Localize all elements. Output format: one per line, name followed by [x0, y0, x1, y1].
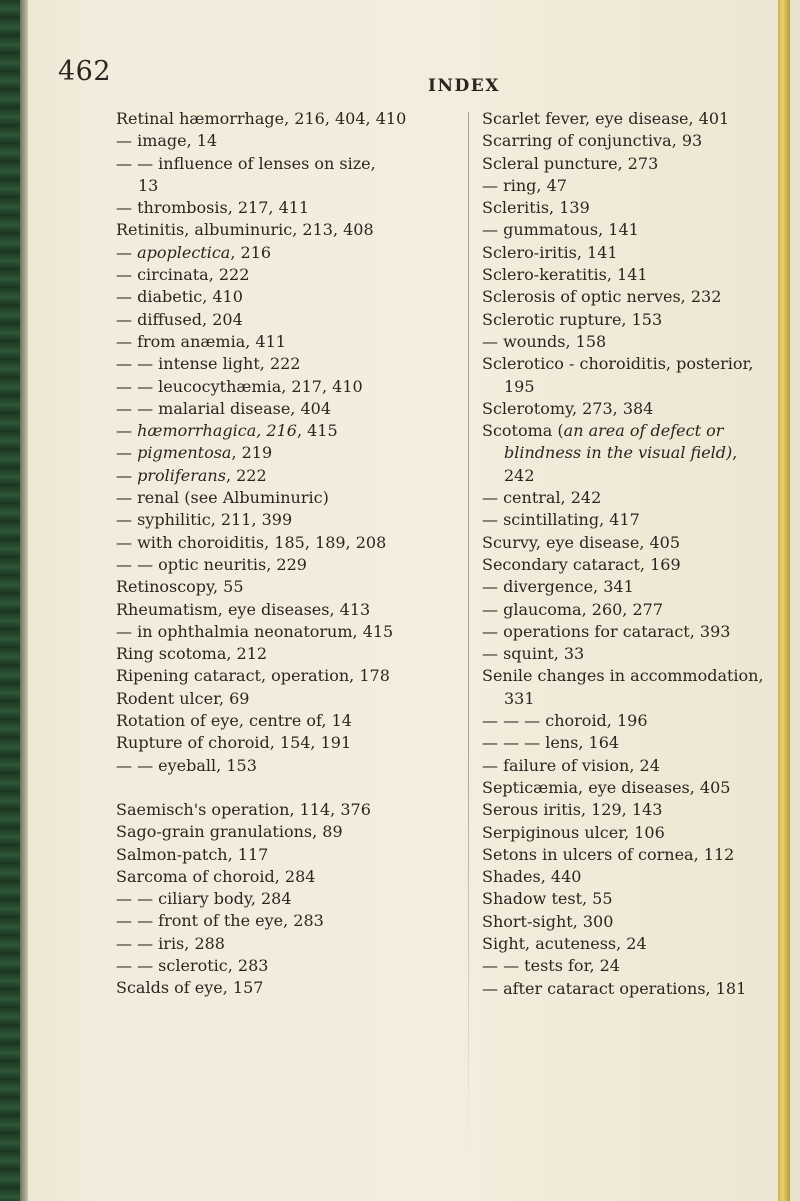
index-entry: Sclero-iritis, 141 — [482, 242, 618, 262]
index-entry: — ring, 47 — [482, 175, 567, 195]
index-entry: — divergence, 341 — [482, 577, 634, 597]
index-entry: Senile changes in accommodation, — [482, 666, 764, 686]
index-entry: — — influence of lenses on size, — [116, 153, 376, 173]
index-entry: — — front of the eye, 283 — [116, 911, 324, 931]
index-entry: — operations for cataract, 393 — [482, 621, 731, 641]
index-entry: Secondary cataract, 169 — [482, 554, 681, 574]
page-gutter-shadow — [20, 0, 28, 1201]
binding-edge — [0, 0, 20, 1201]
page-number: 462 — [58, 56, 112, 87]
index-entry: Ring scotoma, 212 — [116, 644, 268, 664]
index-entry: Sclerotomy, 273, 384 — [482, 398, 654, 418]
index-entry-continuation: blindness in the visual field), — [504, 443, 738, 463]
running-head: INDEX — [428, 76, 500, 96]
index-entry: — failure of vision, 24 — [482, 755, 660, 775]
index-entry: Serous iritis, 129, 143 — [482, 800, 663, 820]
index-entry: — — iris, 288 — [116, 933, 225, 953]
index-entry: — from anæmia, 411 — [116, 331, 286, 351]
index-entry: Rodent ulcer, 69 — [116, 688, 250, 708]
index-entry: Sago-grain granulations, 89 — [116, 822, 343, 842]
index-entry: Rotation of eye, centre of, 14 — [116, 711, 352, 731]
index-entry: Scurvy, eye disease, 405 — [482, 532, 681, 552]
index-entry: — — — choroid, 196 — [482, 711, 648, 731]
index-entry: Scalds of eye, 157 — [116, 978, 264, 998]
index-entry: — squint, 33 — [482, 644, 585, 664]
index-entry: — proliferans, 222 — [116, 465, 267, 485]
index-entry: — circinata, 222 — [116, 265, 250, 285]
index-column-right — [482, 108, 782, 1000]
index-entry: — syphilitic, 211, 399 — [116, 510, 293, 530]
index-entry: — image, 14 — [116, 131, 218, 151]
index-entry: — — tests for, 24 — [482, 956, 620, 976]
index-entry: — central, 242 — [482, 488, 602, 508]
index-entry: Retinitis, albuminuric, 213, 408 — [116, 220, 374, 240]
index-entry-continuation: 331 — [504, 688, 535, 708]
index-entry: Sarcoma of choroid, 284 — [116, 866, 316, 886]
index-entry: — hæmorrhagica, 216, 415 — [116, 421, 338, 441]
index-entry: — scintillating, 417 — [482, 510, 640, 530]
index-entry: Rupture of choroid, 154, 191 — [116, 733, 352, 753]
index-entry: Short-sight, 300 — [482, 911, 614, 931]
index-entry: Sclerotic rupture, 153 — [482, 309, 663, 329]
index-entry: Retinal hæmorrhage, 216, 404, 410 — [116, 109, 407, 128]
index-entry: — diabetic, 410 — [116, 287, 243, 307]
index-entry: — — intense light, 222 — [116, 354, 301, 374]
index-entry-continuation: 195 — [504, 376, 535, 396]
index-entry: — in ophthalmia neonatorum, 415 — [116, 621, 394, 641]
index-entry: Shadow test, 55 — [482, 889, 613, 909]
index-entry: Rheumatism, eye diseases, 413 — [116, 599, 371, 619]
index-entry: — thrombosis, 217, 411 — [116, 198, 310, 218]
index-entry: Septicæmia, eye diseases, 405 — [482, 777, 731, 797]
index-entry: Serpiginous ulcer, 106 — [482, 822, 665, 842]
index-entry: — — ciliary body, 284 — [116, 889, 292, 909]
index-entry: — — optic neuritis, 229 — [116, 554, 307, 574]
index-entry-continuation: 13 — [138, 175, 159, 195]
index-entry: — — eyeball, 153 — [116, 755, 257, 775]
index-entry: — — leucocythæmia, 217, 410 — [116, 376, 363, 396]
index-entry: Salmon-patch, 117 — [116, 844, 269, 864]
index-entry: — — sclerotic, 283 — [116, 955, 269, 975]
index-column-left — [116, 108, 464, 1000]
index-entry: Ripening cataract, operation, 178 — [116, 666, 390, 686]
index-entry: Sclerosis of optic nerves, 232 — [482, 287, 722, 307]
index-entry: — gummatous, 141 — [482, 220, 639, 240]
index-entry: Scleral puncture, 273 — [482, 153, 659, 173]
index-entry: Saemisch's operation, 114, 376 — [116, 799, 371, 819]
index-entry: Sight, acuteness, 24 — [482, 933, 647, 953]
index-entry: Retinoscopy, 55 — [116, 577, 244, 597]
index-entry: Scarring of conjunctiva, 93 — [482, 131, 703, 151]
index-entry: Scarlet fever, eye disease, 401 — [482, 109, 730, 128]
index-entry: — renal (see Albuminuric) — [116, 488, 329, 508]
index-entry: — after cataract operations, 181 — [482, 978, 747, 998]
index-entry: — — malarial disease, 404 — [116, 398, 332, 418]
column-divider — [468, 112, 469, 1152]
index-entry: — diffused, 204 — [116, 309, 243, 329]
index-entry: — — — lens, 164 — [482, 733, 620, 753]
index-entry: Scleritis, 139 — [482, 198, 590, 218]
index-entry: Sclerotico - choroiditis, posterior, — [482, 354, 754, 374]
index-entry: — pigmentosa, 219 — [116, 443, 273, 463]
index-entry: Setons in ulcers of cornea, 112 — [482, 844, 735, 864]
index-entry: Sclero-keratitis, 141 — [482, 265, 648, 285]
index-entry: — glaucoma, 260, 277 — [482, 599, 664, 619]
index-entry-continuation: 242 — [504, 465, 535, 485]
index-entry: — apoplectica, 216 — [116, 242, 272, 262]
index-entry: — wounds, 158 — [482, 331, 607, 351]
index-entry: Scotoma (an area of defect or — [482, 421, 724, 441]
index-entry: Shades, 440 — [482, 867, 582, 887]
index-entry: — with choroiditis, 185, 189, 208 — [116, 532, 387, 552]
